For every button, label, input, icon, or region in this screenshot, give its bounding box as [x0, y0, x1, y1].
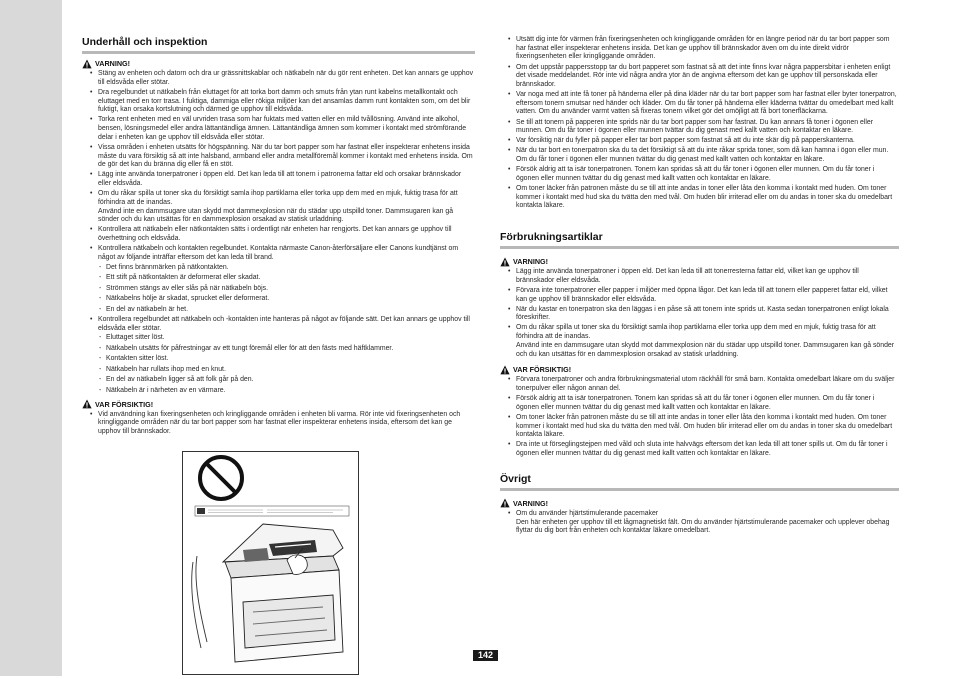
printer-illustration: [182, 451, 359, 675]
caution-label: VAR FÖRSIKTIG!: [513, 365, 572, 375]
warning-list: [500, 510, 899, 536]
dash-item: - Nätkabelns hölje är skadat, sprucket eller deformerat.: [106, 295, 475, 304]
caution-heading: [82, 399, 475, 410]
prohibition-icon: [200, 457, 242, 499]
dash-list: [98, 334, 475, 395]
dash-item: - En del av nätkabeln ligger så att folk går på den.: [106, 376, 475, 385]
list-item: • Dra inte ut förseglingstejpen med våld och sluta inte halvvägs eftersom det kan leda till att toner spills ut. Om du får toner i ögonen eller munnen tvättar du dig genast med kallt vatten och kontaktar en läkare.: [516, 441, 899, 458]
caution-list: [82, 411, 475, 437]
list-item: • Om du använder hjärtstimulerande pacemaker Den här enheten ger upphov till ett lågmagnetiskt fält. Om du använder hjärtstimulerande pacemaker och upplever obehag flyttar du dig bort från enheten och kontaktar läkare omedelbart.: [516, 510, 899, 536]
warning-heading: [500, 498, 899, 509]
section-title-supplies: Förbrukningsartiklar: [500, 231, 899, 249]
list-item: • När du tar bort en tonerpatron ska du ta det försiktigt så att du inte råkar sprida toner, som då kan hamna i ögon eller mun. Om du får toner i ögonen eller munnen tvättar du dig genast med kallt vatten och kontaktar en läkare.: [516, 147, 899, 164]
caution-icon: [82, 399, 92, 409]
caution-heading: [500, 364, 899, 375]
list-item: • Torka rent enheten med en väl urvriden trasa som har fuktats med vatten eller en mild tvållösning. Använd inte alkohol, bensen, lösningsmedel eller andra lättantändliga ämnen. Lättantändliga ämnen som kommer i kontakt med strömförande delar i enheten kan ge upphov till eldsvåda eller stötar.: [98, 116, 475, 142]
list-item: • Utsätt dig inte för värmen från fixeringsenheten och kringliggande områden för en längre period när du tar bort papper som har fastnat eller inspekterar enhetens insida. Det kan ge upphov till brännskador även om du inte direkt vidrör fixeringsenheten eller kringliggande områden.: [516, 36, 899, 62]
list-item: • Förvara inte tonerpatroner eller papper i miljöer med öppna lågor. Det kan leda till att tonern eller papperet fattar eld, vilket kan ge upphov till brännskador eller eldsvåda.: [516, 287, 899, 304]
dash-item: - Strömmen stängs av eller slås på när nätkabeln böjs.: [106, 285, 475, 294]
dash-item: - Nätkabeln är i närheten av en värmare.: [106, 387, 475, 396]
warning-heading: [82, 58, 475, 69]
warning-label: VARNING!: [513, 257, 549, 267]
caution-label: VAR FÖRSIKTIG!: [95, 399, 154, 409]
list-item: • Var noga med att inte få toner på händerna eller på dina kläder när du tar bort papper som har fastnat eller byter tonerpatron, eftersom tonern smutsar ned händer och kläder. Om du får toner på händerna eller kläderna tvättar du omedelbart med kallt vatten. Om du använder varmt vatten så fixeras tonern vilket gör det omöjligt att få bort tonerfläckarna.: [516, 91, 899, 117]
left-column: [82, 36, 475, 438]
list-item: • Om toner läcker från patronen måste du se till att inte andas in toner eller låta den komma i kontakt med huden. Om toner kommer i kontakt med hud ska du tvätta den med tvål. Om huden blir irriterad eller om du andas in toner ska du omedelbart kontakta läkare.: [516, 185, 899, 211]
warning-icon: [500, 498, 510, 508]
list-item: • Stäng av enheten och datorn och dra ur grässnittskablar och nätkabeln när du gör rent enheten. Det kan annars ge upphov till eldsvåda eller stötar.: [98, 70, 475, 87]
dash-item: - Det finns brännmärken på nätkontakten.: [106, 264, 475, 273]
dash-item: - En del av nätkabeln är het.: [106, 306, 475, 315]
list-item: • Försök aldrig att ta isär tonerpatronen. Tonern kan spridas så att du får toner i ögonen eller munnen. Om du får toner i ögonen eller munnen tvättar du dig genast med kallt vatten och kontaktar en läkare.: [516, 166, 899, 183]
list-item: • Vissa områden i enheten utsätts för högspänning. När du tar bort papper som har fastnat eller inspekterar enhetens insida måste du vara försiktig så att inte halsband, armband eller andra metallföremål kommer i kontakt med enhetens insida. Om de gör det kan du bränna dig eller få en stöt.: [98, 144, 475, 170]
list-item: • Vid användning kan fixeringsenheten och kringliggande områden i enheten bli varma. Rör inte vid fixeringsenheten och kringliggande områden när du tar bort papper som har fastnat eller inspekterar enhetens insida, eftersom det kan ge upphov till brännskador.: [98, 411, 475, 437]
caution-list-continued: [500, 36, 899, 211]
caution-list: [500, 376, 899, 459]
list-item: • Om du råkar spilla ut toner ska du försiktigt samla ihop partiklarna eller torka upp dem med en mjuk, fuktig trasa för att förhindra att de inandas. Använd inte en dammsugare utan skydd mot dammexplosion när du städar upp utspilld toner. Dammsugaren kan gå sönder och du kan utsättas för en dammexplosion orsakad av statisk urladdning.: [516, 324, 899, 359]
warning-label: VARNING!: [95, 59, 131, 68]
dash-item: - Eluttaget sitter löst.: [106, 334, 475, 343]
list-item: • Var försiktig när du fyller på papper eller tar bort papper som fastnat så att du inte skär dig på papperskanterna.: [516, 137, 899, 146]
printer-drawing: [183, 452, 358, 674]
dash-item: - Nätkabeln utsätts för påfrestningar av ett tungt föremål eller för att den fästs med häftklammer.: [106, 345, 475, 354]
list-item: • Försök aldrig att ta isär tonerpatronen. Tonern kan spridas så att du får toner i ögonen eller munnen. Om du får toner i ögonen eller munnen tvättar du dig genast med kallt vatten och kontaktar en läkare.: [516, 395, 899, 412]
warning-icon: [82, 59, 92, 69]
side-band: [0, 0, 62, 676]
warning-heading: [500, 256, 899, 267]
list-item: • Om det uppstår pappersstopp tar du bort papperet som fastnat så att det inte finns kvar några pappersbitar i enheten enligt det visade meddelandet. Rör inte vid några andra ytor än de angivna eftersom det kan ge upphov till personskada eller brännskador.: [516, 64, 899, 90]
list-item: • När du kastar en tonerpatron ska den läggas i en påse så att tonern inte sprids ut. Kasta sedan tonerpatronen enligt lokala föreskrifter.: [516, 306, 899, 323]
warning-icon: [500, 257, 510, 267]
warning-list: [500, 268, 899, 359]
dash-item: - Ett stift på nätkontakten är deformerat eller skadat.: [106, 274, 475, 283]
list-item: • Se till att tonern på papperen inte sprids när du tar bort papper som har fastnat. Du kan annars få toner i ögonen eller munnen. Om du får toner i ögonen eller munnen tvättar du dig genast med kallt vatten och kontaktar en läkare.: [516, 119, 899, 136]
list-item: • Lägg inte använda tonerpatroner i öppen eld. Det kan leda till att tonern i patronerna fattar eld och orsakar brännskador eller eldsvåda.: [98, 171, 475, 188]
dash-list: [98, 264, 475, 315]
dash-item: - Nätkabeln har rullats ihop med en knut.: [106, 366, 475, 375]
list-item: • Dra regelbundet ut nätkabeln från eluttaget för att torka bort damm och smuts från ytan runt kabelns metallkontakt och eluttaget med en torr trasa. I fuktiga, dammiga eller rökiga miljöer kan det ansamlas damm runt kontakten som, om det blir fuktigt, kan orsaka kortslutning och därmed ge upphov till eldsvåda.: [98, 89, 475, 115]
warning-label: VARNING!: [513, 498, 549, 508]
list-item: [98, 245, 475, 314]
list-item: • Om toner läcker från patronen måste du se till att inte andas in toner eller låta den komma i kontakt med huden. Om toner kommer i kontakt med hud ska du tvätta den med tvål. Om huden blir irriterad eller om du andas in toner ska du omedelbart kontakta läkare.: [516, 414, 899, 440]
list-item: • Kontrollera att nätkabeln eller nätkontakten sätts i ordentligt när enheten har rengjorts. Det kan annars ge upphov till överhettning och eldsvåda.: [98, 226, 475, 243]
right-column: [500, 36, 899, 537]
page-number: 142: [473, 650, 498, 661]
list-item: • Lägg inte använda tonerpatroner i öppen eld. Det kan leda till att tonerresterna fattar eld, vilket kan ge upphov till brännskador eller eldsvåda.: [516, 268, 899, 285]
section-title-maintenance: Underhåll och inspektion: [82, 36, 475, 54]
list-item: • Förvara tonerpatroner och andra förbrukningsmaterial utom räckhåll för små barn. Kontakta omedelbart läkare om du sväljer tonerpulver eller någon annan del.: [516, 376, 899, 393]
list-item: [98, 316, 475, 396]
list-item: • Om du råkar spilla ut toner ska du försiktigt samla ihop partiklarna eller torka upp dem med en mjuk, fuktig trasa för att förhindra att de inandas. Använd inte en dammsugare utan skydd mot dammexplosion när du städar upp utspilld toner. Dammsugaren kan gå sönder och du kan utsättas för en dammexplosion orsakad av statisk urladdning.: [98, 190, 475, 225]
list-item-text: Kontrollera nätkabeln och kontakten regelbundet. Kontakta närmaste Canon-återförsäljare eller Canons kundtjänst om något av följande inträffar eftersom det kan leda till brand.: [98, 245, 459, 261]
list-item-text: Kontrollera regelbundet att nätkabeln och -kontakten inte hanteras på något av följande sätt. Det kan annars ge upphov till eldsvåda eller stötar.: [98, 316, 470, 332]
caution-icon: [500, 365, 510, 375]
section-title-other: Övrigt: [500, 473, 899, 491]
warning-list: [82, 70, 475, 396]
dash-item: - Kontakten sitter löst.: [106, 355, 475, 364]
